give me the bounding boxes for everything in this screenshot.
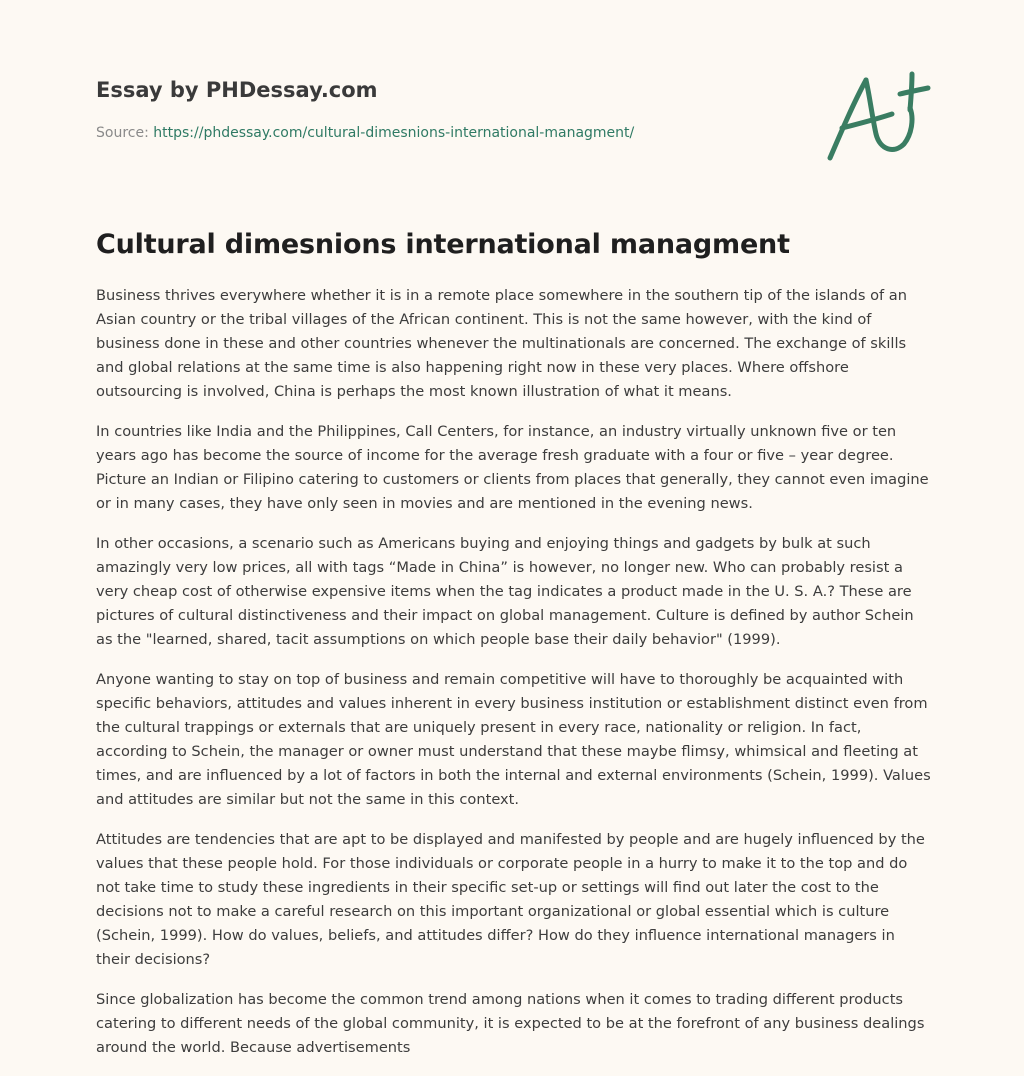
essay-paragraph: Anyone wanting to stay on top of business and remain competitive will have to thoroughly be acquainted with specific behaviors, attitudes and values inherent in every business institution or establishment distinct even from the cultural trappings or externals that are uniquely present in every race, nationality or religion. In fact, according to Schein, the manager or owner must understand that these maybe flimsy, whimsical and fleeting at times, and are influenced by a lot of factors in both the internal and external environments (Schein, 1999). Values and attitudes are similar but not the same in this context. — [96, 671, 931, 808]
source-line — [96, 124, 816, 142]
source-label: Source: — [96, 125, 154, 141]
essay-paragraph: Since globalization has become the common trend among nations when it comes to trading different products catering to different needs of the global community, it is expected to be at the forefront of any business dealings around the world. Because advertisements — [96, 991, 925, 1056]
essay-title: Cultural dimesnions international managment — [96, 229, 790, 260]
essay-body — [96, 284, 932, 1076]
essay-paragraph: In other occasions, a scenario such as Americans buying and enjoying things and gadgets by bulk at such amazingly very low prices, all with tags “Made in China” is however, no longer new. Who can probably resist a very cheap cost of otherwise expensive items when the tag indicates a product made in the U. S. A.? These are pictures of cultural distinctiveness and their impact on global management. Culture is defined by author Schein as the "learned, shared, tacit assumptions on which people base their daily behavior" (1999). — [96, 535, 914, 648]
essay-paragraph: Attitudes are tendencies that are apt to be displayed and manifested by people and are hugely influenced by the values that these people hold. For those individuals or corporate people in a hurry to make it to the top and do not take time to study these ingredients in their specific set-up or settings will find out later the cost to the decisions not to make a careful research on this important organizational or global essential which is culture (Schein, 1999). How do values, beliefs, and attitudes differ? How do they influence international managers in their decisions? — [96, 831, 925, 968]
essay-paragraph: Business thrives everywhere whether it is in a remote place somewhere in the southern tip of the islands of an Asian country or the tribal villages of the African continent. This is not the same however, with the kind of business done in these and other countries whenever the multinationals are concerned. The exchange of skills and global relations at the same time is also happening right now in these very places. Where offshore outsourcing is involved, China is perhaps the most known illustration of what it means. — [96, 287, 907, 400]
a-plus-grade-icon — [820, 64, 932, 168]
site-title: Essay by PHDessay.com — [96, 78, 378, 102]
source-link[interactable]: https://phdessay.com/cultural-dimesnions-international-managment/ — [153, 125, 635, 141]
page-header — [96, 76, 816, 142]
essay-paragraph: In countries like India and the Philippines, Call Centers, for instance, an industry virtually unknown five or ten years ago has become the source of income for the average fresh graduate with a four or five – year degree. Picture an Indian or Filipino catering to customers or clients from places that generally, they cannot even imagine or in many cases, they have only seen in movies and are mentioned in the evening news. — [96, 423, 929, 512]
